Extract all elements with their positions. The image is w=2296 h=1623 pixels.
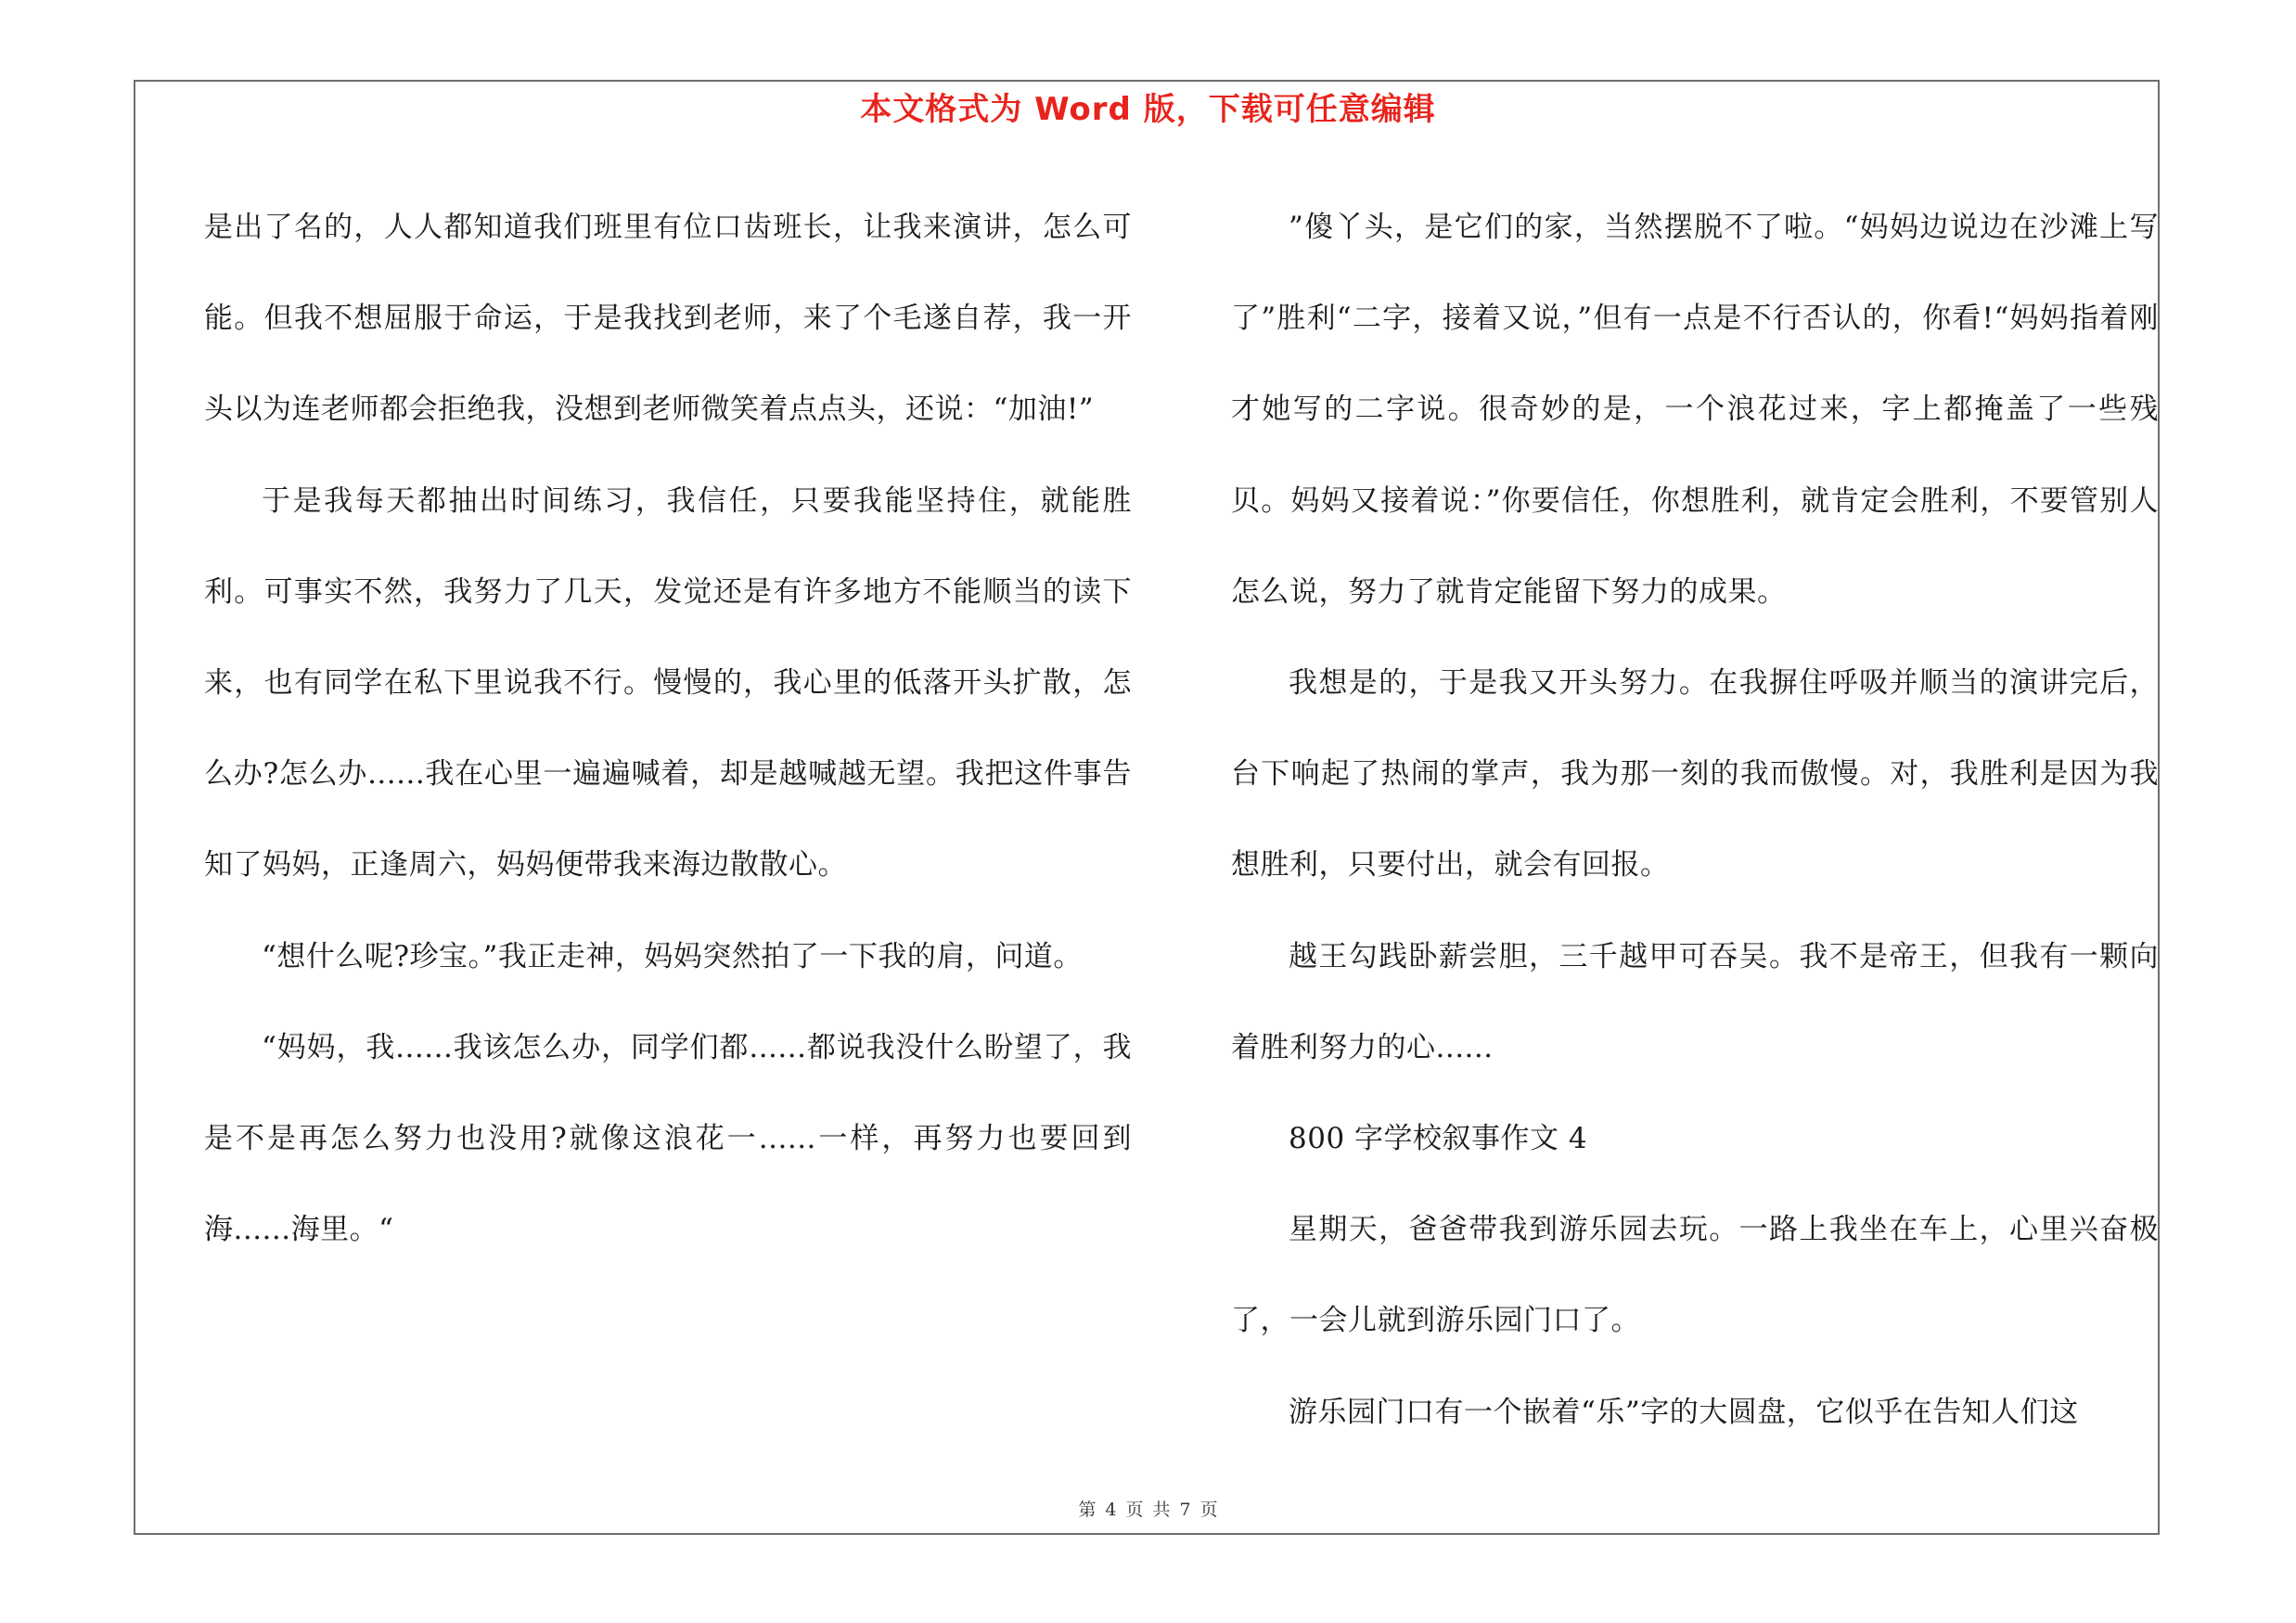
paragraph: 是出了名的，人人都知道我们班里有位口齿班长，让我来演讲，怎么可能。但我不想屈服于命运，于是我找到老师，来了个毛遂自荐，我一开头以为连老师都会拒绝我，没想到老师微笑着点点头，还说：“加油!” [204,211,1132,427]
header-banner: 本文格式为 Word 版，下载可任意编辑 [860,91,1436,128]
paragraph: 我想是的，于是我又开头努力。在我摒住呼吸并顺当的演讲完后，台下响起了热闹的掌声，我为那一刻的我而傲慢。对，我胜利是因为我想胜利，只要付出，就会有回报。 [1231,666,2159,882]
paragraph: 于是我每天都抽出时间练习，我信任，只要我能坚持住，就能胜利。可事实不然，我努力了几天，发觉还是有许多地方不能顺当的读下来，也有同学在私下里说我不行。慢慢的，我心里的低落开头扩散，怎么办?怎么办......我在心里一遍遍喊着，却是越喊越无望。我把这件事告知了妈妈，正逢周六，妈妈便带我来海边散散心。 [204,483,1132,882]
paragraph: 游乐园门口有一个嵌着“乐”字的大圆盘，它似乎在告知人们这 [1289,1395,2079,1429]
left-column [204,182,1132,1275]
paragraph: “妈妈，我......我该怎么办，同学们都......都说我没什么盼望了，我是不是再怎么努力也没用?就像这浪花一......一样，再努力也要回到海......海里。“ [204,1030,1132,1247]
paragraph: 星期天，爸爸带我到游乐园去玩。一路上我坐在车上，心里兴奋极了，一会儿就到游乐园门口了。 [1231,1213,2159,1338]
paragraph: ”傻丫头，是它们的家，当然摆脱不了啦。“妈妈边说边在沙滩上写了”胜利“二字，接着又说，”但有一点是不行否认的，你看!“妈妈指着刚才她写的二字说。很奇妙的是，一个浪花过来，字上都掩盖了一些残贝。妈妈又接着说：”你要信任，你想胜利，就肯定会胜利，不要管别人怎么说，努力了就肯定能留下努力的成果。 [1231,211,2159,609]
paragraph: “想什么呢?珍宝。”我正走神，妈妈突然拍了一下我的肩，问道。 [262,939,1083,973]
page-number: 第 4 页 共 7 页 [1078,1500,1218,1520]
section-heading: 800 字学校叙事作文 4 [1289,1122,1588,1156]
right-column [1231,182,2159,1458]
paragraph: 越王勾践卧薪尝胆，三千越甲可吞吴。我不是帝王，但我有一颗向着胜利努力的心...... [1231,939,2159,1064]
